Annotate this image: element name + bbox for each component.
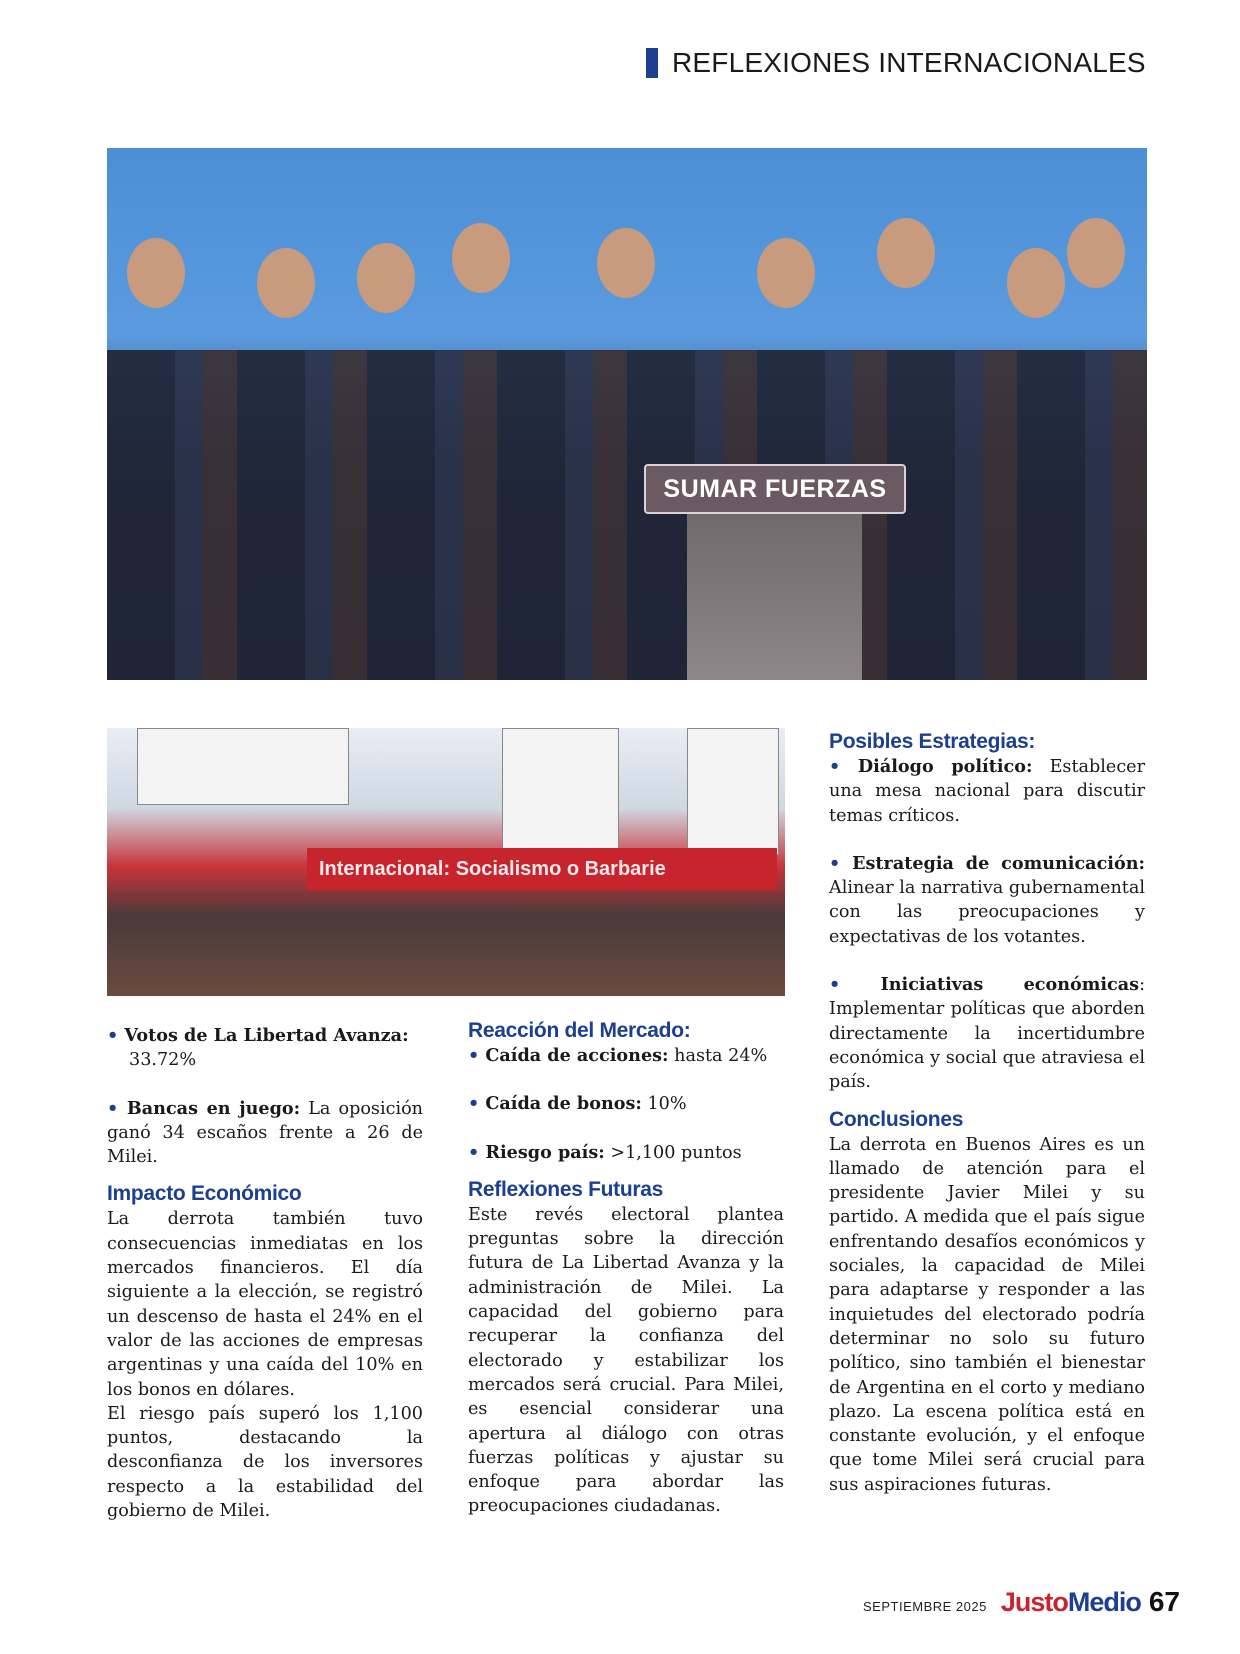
column-1 xyxy=(107,1024,423,1523)
section-marker xyxy=(646,48,658,78)
bullet-acciones: • Caída de acciones: hasta 24% xyxy=(468,1045,768,1066)
protest-banner: Internacional: Socialismo o Barbarie xyxy=(307,848,777,890)
paragraph-impacto-2: El riesgo país superó los 1,100 puntos, destacando la desconfianza de los inversores respecto a la estabilidad del gobierno de Milei. xyxy=(107,1403,423,1522)
person-head xyxy=(1007,248,1065,318)
page-footer xyxy=(863,1586,1180,1626)
section-title: REFLEXIONES INTERNACIONALES xyxy=(672,47,1146,78)
bullet-bonos: • Caída de bonos: 10% xyxy=(468,1093,687,1115)
column-3 xyxy=(829,729,1145,1497)
person-head xyxy=(357,243,415,313)
heading-impacto: Impacto Económico xyxy=(107,1182,302,1206)
heading-reflexiones: Reflexiones Futuras xyxy=(468,1177,664,1201)
heading-estrategias: Posibles Estrategias: xyxy=(829,730,1036,753)
podium xyxy=(687,513,862,680)
paragraph-impacto-1: La derrota también tuvo consecuencias inmediatas en los mercados financieros. El día siguiente a la elección, se registró un descenso de hasta el 24% en el valor de las acciones de empresas argentinas y una caída del 10% en los bonos en dólares. xyxy=(107,1209,423,1400)
podium-sign: SUMAR FUERZAS xyxy=(644,464,906,514)
heading-mercado: Reacción del Mercado: xyxy=(468,1019,691,1042)
magazine-logo: JustoMedio xyxy=(1000,1587,1141,1617)
crowd xyxy=(107,350,1147,680)
protest-sign xyxy=(687,728,779,855)
bullet-iniciativas: • Iniciativas económicas: Implementar políticas que aborden directamente la incertidumbre económica y social que atraviesa el país. xyxy=(829,974,1146,1093)
person-head xyxy=(877,218,935,288)
protest-sign xyxy=(137,728,349,805)
bullet-votos: • Votos de La Libertad Avanza: xyxy=(107,1025,409,1046)
protest-photo xyxy=(107,728,785,996)
bullet-bancas: • Bancas en juego: La oposición ganó 34 escaños frente a 26 de Milei. xyxy=(107,1097,423,1168)
bullet-comunicacion: • Estrategia de comunicación: Alinear la narrativa gubernamental con las preocupaciones y expectativas de los votantes. xyxy=(829,852,1145,947)
person-head xyxy=(1067,218,1125,288)
page-number: 67 xyxy=(1148,1586,1180,1617)
column-2 xyxy=(468,1018,784,1519)
paragraph-conclusiones: La derrota en Buenos Aires es un llamado de atención para el presidente Javier Milei y su partido. A medida que el país sigue enfrentando desafíos económicos y sociales, la capacidad de Milei para adaptarse y responder a las inquietudes del electorado podría determinar no solo su futuro político, sino también el bienestar de Argentina en el corto y mediano plazo. La escena política está en constante evolución, y el enfoque que tome Milei será crucial para sus aspiraciones futuras. xyxy=(829,1134,1145,1495)
bullet-dialogo: • Diálogo político: Establecer una mesa nacional para discutir temas críticos. xyxy=(829,756,1145,826)
section-header xyxy=(646,46,1146,80)
paragraph-reflexiones: Este revés electoral plantea preguntas sobre la dirección futura de La Libertad Avanza y la administración de Milei. La capacidad del gobierno para recuperar la confianza del electorado y estabilizar los mercados será crucial. Para Milei, es esencial considerar una apertura al diálogo con otras fuerzas políticas y ajustar su enfoque para abordar las preocupaciones ciudadanas. xyxy=(468,1204,784,1517)
bullet-riesgo: • Riesgo país: >1,100 puntos xyxy=(468,1141,742,1163)
person-head xyxy=(757,238,815,308)
bullet-votos-value: 33.72% xyxy=(129,1050,197,1071)
heading-conclusiones: Conclusiones xyxy=(829,1107,964,1131)
person-head xyxy=(257,248,315,318)
main-photo xyxy=(107,148,1147,680)
person-head xyxy=(597,228,655,298)
person-head xyxy=(452,223,510,293)
person-head xyxy=(127,238,185,308)
issue-date: SEPTIEMBRE 2025 xyxy=(863,1599,987,1614)
protest-sign xyxy=(502,728,619,860)
